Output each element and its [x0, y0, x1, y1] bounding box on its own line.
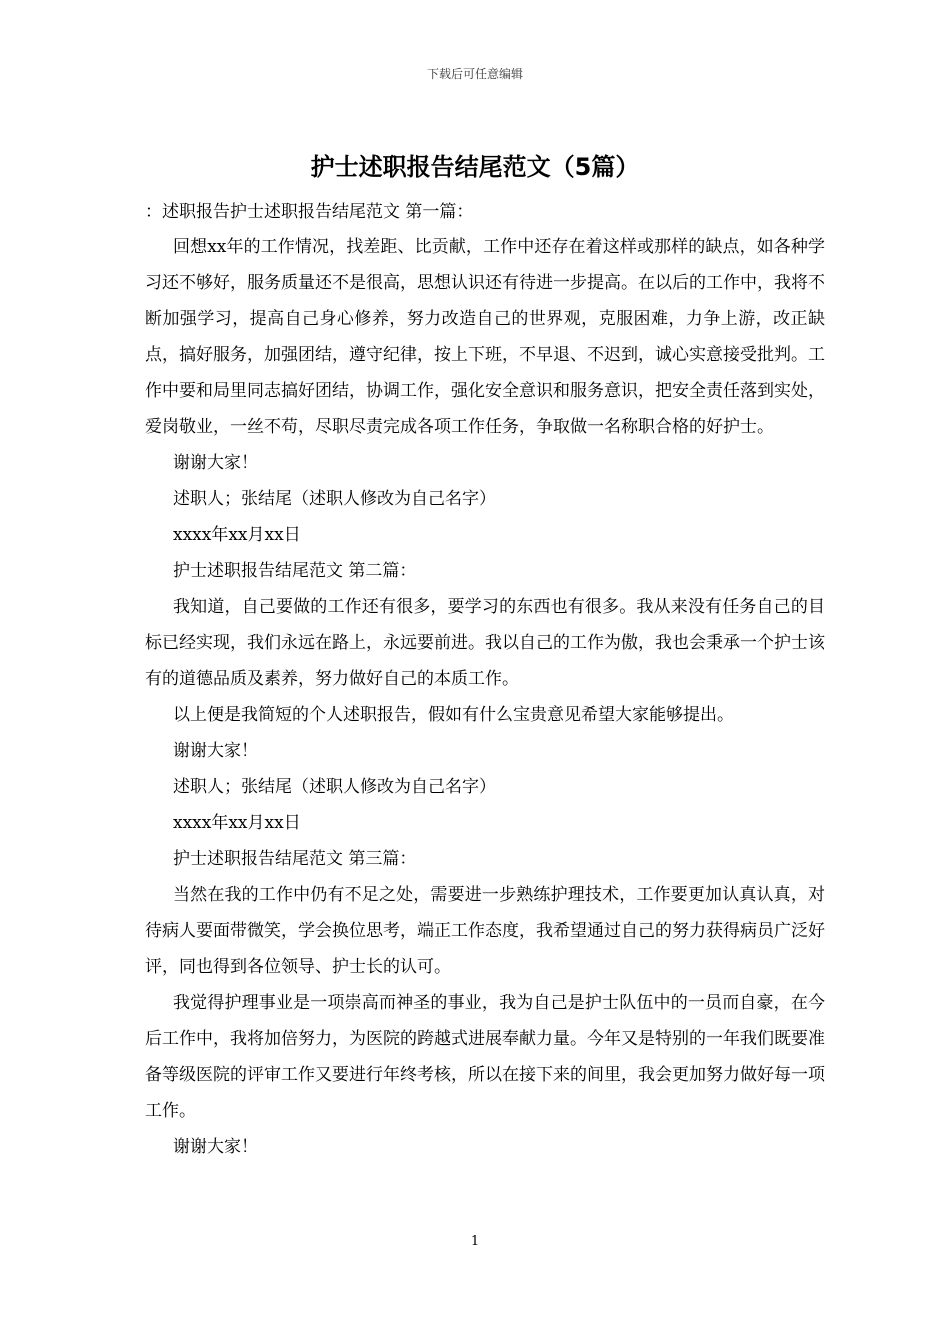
- closing-thanks: 谢谢大家！: [173, 741, 258, 761]
- paragraph: 当然在我的工作中仍有不足之处，需要进一步熟练护理技术，工作要更加认真认真，对待病人要面带微笑，学会换位思考，端正工作态度，我希望通过自己的努力获得病员广泛好评，同也得到各位领导、护士长的认可。: [145, 885, 825, 977]
- section-heading: 护士述职报告结尾范文 第三篇：: [173, 849, 417, 869]
- section-heading: 护士述职报告结尾范文 第二篇：: [173, 561, 417, 581]
- paragraph: 我知道，自己要做的工作还有很多，要学习的东西也有很多。我从来没有任务自己的目标已经实现，我们永远在路上，永远要前进。我以自己的工作为傲，我也会秉承一个护士该有的道德品质及素养，努力做好自己的本质工作。: [145, 597, 825, 689]
- closing-thanks: 谢谢大家！: [173, 1137, 258, 1157]
- signature-line: 述职人；张结尾（述职人修改为自己名字）: [173, 489, 496, 509]
- page-number: 1: [470, 1234, 480, 1249]
- document-title: 护士述职报告结尾范文（5篇）: [310, 153, 640, 181]
- document-body: [145, 197, 825, 1165]
- signature-line: 述职人；张结尾（述职人修改为自己名字）: [173, 777, 496, 797]
- paragraph: 我觉得护理事业是一项崇高而神圣的事业，我为自己是护士队伍中的一员而自豪，在今后工作中，我将加倍努力，为医院的跨越式进展奉献力量。今年又是特别的一年我们既要准备等级医院的评审工作又要进行年终考核，所以在接下来的间里，我会更加努力做好每一项工作。: [145, 993, 825, 1121]
- section-intro-line: ：述职报告护士述职报告结尾范文 第一篇：: [145, 202, 474, 222]
- closing-thanks: 谢谢大家！: [173, 453, 258, 473]
- header-note: 下载后可任意编辑: [426, 67, 523, 81]
- paragraph: 以上便是我简短的个人述职报告，假如有什么宝贵意见希望大家能够提出。: [173, 705, 734, 725]
- date-line: xxxx年xx月xx日: [173, 525, 301, 545]
- paragraph: 回想xx年的工作情况，找差距、比贡献，工作中还存在着这样或那样的缺点，如各种学习还不够好，服务质量还不是很高，思想认识还有待进一步提高。在以后的工作中，我将不断加强学习，提高自己身心修养，努力改造自己的世界观，克服困难，力争上游，改正缺点，搞好服务，加强团结，遵守纪律，按上下班，不早退、不迟到，诚心实意接受批判。工作中要和局里同志搞好团结，协调工作，强化安全意识和服务意识，把安全责任落到实处，爱岗敬业，一丝不苟，尽职尽责完成各项工作任务，争取做一名称职合格的好护士。: [145, 237, 825, 437]
- date-line: xxxx年xx月xx日: [173, 813, 301, 833]
